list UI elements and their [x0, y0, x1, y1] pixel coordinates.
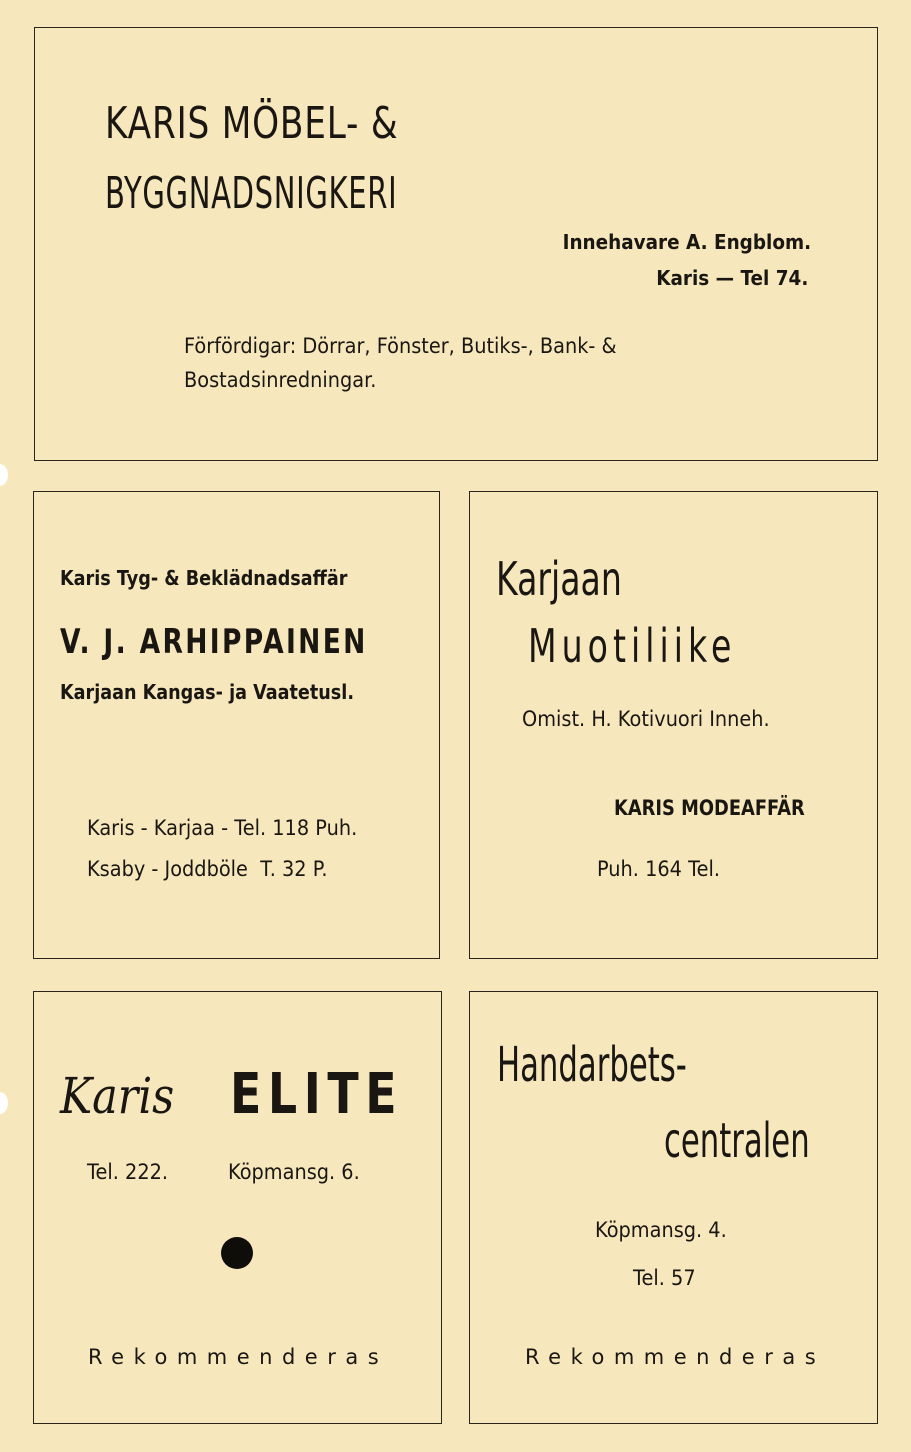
ad-muotiliike-owner: Omist. H. Kotivuori Inneh.: [522, 707, 770, 731]
ad-muotiliike-title-line1: Karjaan: [496, 552, 622, 606]
ad-arhippainen-line1: Karis Tyg- & Beklädnadsaffär: [60, 566, 348, 590]
ad-moebel-title-line2: BYGGNADSNIGKERI: [105, 168, 398, 219]
ad-arhippainen-frame: [33, 491, 440, 959]
ad-moebel-products-line2: Bostadsinredningar.: [184, 368, 377, 392]
ad-elite-script-word: Karis: [60, 1067, 175, 1125]
ad-elite-address: Köpmansg. 6.: [228, 1160, 360, 1184]
ad-moebel-owner: Innehavare A. Engblom.: [562, 230, 811, 254]
ad-arhippainen-line2: Karjaan Kangas- ja Vaatetusl.: [60, 680, 355, 704]
ad-muotiliike-phone: Puh. 164 Tel.: [597, 857, 721, 881]
binder-hole: [0, 1092, 8, 1114]
ad-arhippainen-phone1: Karis - Karjaa - Tel. 118 Puh.: [87, 816, 358, 840]
ad-handarbets-phone: Tel. 57: [633, 1266, 696, 1290]
ad-moebel-title-line1: KARIS MÖBEL- &: [105, 98, 399, 149]
ad-elite-phone: Tel. 222.: [87, 1160, 169, 1184]
ad-arhippainen-phone2: Ksaby - Joddböle T. 32 P.: [87, 857, 328, 881]
ad-handarbets-title-line1: Handarbets-: [497, 1037, 687, 1093]
ad-handarbets-title-line2: centralen: [664, 1113, 810, 1169]
ad-handarbets-address: Köpmansg. 4.: [595, 1218, 727, 1242]
ad-moebel-products-line1: Förfördigar: Dörrar, Fönster, Butiks-, Bank- &: [184, 334, 617, 358]
ad-moebel-contact: Karis — Tel 74.: [655, 266, 808, 290]
ad-arhippainen-name: V. J. ARHIPPAINEN: [60, 622, 368, 662]
ad-elite-name: ELITE: [230, 1062, 404, 1127]
bullet-dot-icon: [221, 1237, 253, 1269]
binder-hole: [0, 464, 8, 486]
ad-elite-recommend: Rekommenderas: [88, 1345, 389, 1369]
ad-muotiliike-swedish-name: KARIS MODEAFFÄR: [614, 796, 805, 820]
ad-handarbets-recommend: Rekommenderas: [525, 1345, 826, 1369]
ad-muotiliike-title-line2: Muotiliike: [528, 619, 737, 673]
